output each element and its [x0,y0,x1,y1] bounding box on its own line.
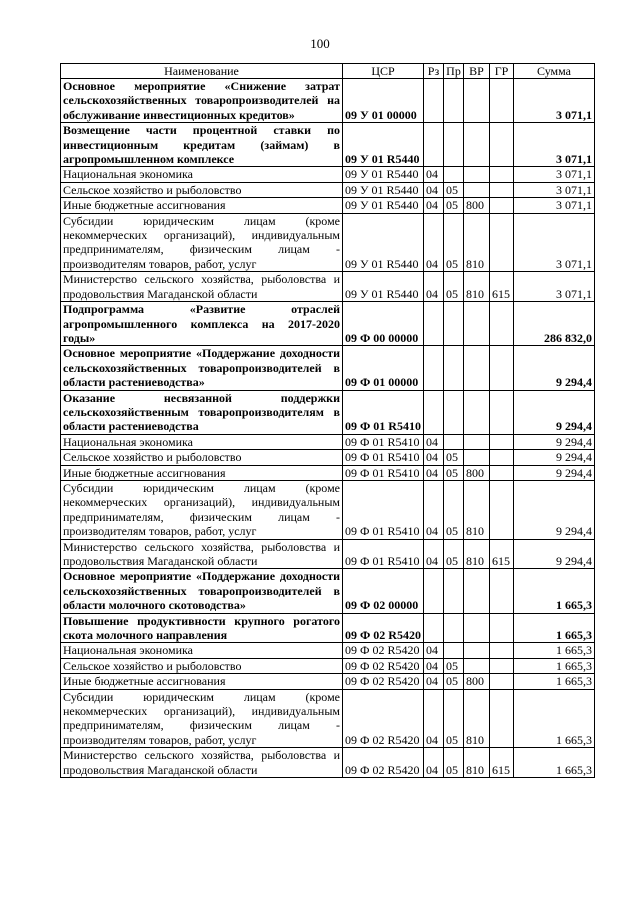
header-name: Наименование [61,64,343,79]
cell-csr: 09 У 01 R5440 [343,198,424,213]
table-row [61,272,595,302]
table-row [61,465,595,480]
budget-table [60,63,595,778]
cell-csr: 09 У 01 R5440 [343,272,424,302]
table-row [61,434,595,449]
cell-csr: 09 У 01 R5440 [343,182,424,197]
cell-csr: 09 Ф 01 R5410 [343,390,424,434]
cell-pr [444,346,464,390]
cell-sum: 9 294,4 [514,480,595,539]
table-row [61,569,595,613]
table-row [61,302,595,346]
cell-name: Национальная экономика [61,643,343,658]
cell-vr: 800 [464,465,490,480]
cell-vr [464,643,490,658]
cell-csr: 09 Ф 01 R5410 [343,450,424,465]
cell-gr: 615 [490,748,514,778]
cell-vr [464,167,490,182]
cell-csr: 09 У 01 R5440 [343,167,424,182]
cell-vr [464,390,490,434]
cell-sum: 3 071,1 [514,123,595,167]
header-rz: Рз [424,64,444,79]
cell-vr: 810 [464,480,490,539]
cell-gr [490,450,514,465]
cell-gr [490,643,514,658]
cell-rz [424,613,444,643]
cell-vr [464,182,490,197]
cell-name: Национальная экономика [61,167,343,182]
cell-csr: 09 Ф 01 R5410 [343,539,424,569]
cell-rz [424,302,444,346]
cell-pr [444,613,464,643]
cell-gr [490,123,514,167]
table-row [61,613,595,643]
cell-name: Субсидии юридическим лицам (кроме некоммерческих организаций), индивидуальным предпринимателям, физическим лицам - производителям товаров, работ, услуг [61,480,343,539]
header-sum: Сумма [514,64,595,79]
cell-vr [464,613,490,643]
cell-pr: 05 [444,182,464,197]
cell-sum: 1 665,3 [514,643,595,658]
cell-gr [490,79,514,123]
cell-rz: 04 [424,748,444,778]
cell-sum: 1 665,3 [514,658,595,673]
table-row [61,390,595,434]
table-row [61,539,595,569]
cell-name: Министерство сельского хозяйства, рыболовства и продовольствия Магаданской области [61,539,343,569]
cell-vr [464,346,490,390]
cell-sum: 3 071,1 [514,272,595,302]
cell-csr: 09 У 01 R5440 [343,123,424,167]
table-row [61,450,595,465]
cell-rz: 04 [424,182,444,197]
cell-vr: 810 [464,272,490,302]
cell-vr [464,450,490,465]
cell-gr [490,674,514,689]
cell-name: Подпрограмма «Развитие отраслей агропромышленного комплекса на 2017-2020 годы» [61,302,343,346]
cell-sum: 3 071,1 [514,213,595,272]
cell-gr [490,198,514,213]
cell-pr [444,123,464,167]
cell-rz [424,569,444,613]
cell-rz [424,79,444,123]
cell-gr [490,613,514,643]
cell-name: Сельское хозяйство и рыболовство [61,658,343,673]
cell-gr [490,182,514,197]
header-vr: ВР [464,64,490,79]
cell-rz: 04 [424,465,444,480]
cell-pr [444,569,464,613]
cell-rz: 04 [424,198,444,213]
cell-name: Сельское хозяйство и рыболовство [61,182,343,197]
cell-rz: 04 [424,480,444,539]
cell-pr: 05 [444,539,464,569]
cell-vr [464,434,490,449]
cell-sum: 3 071,1 [514,182,595,197]
cell-pr: 05 [444,213,464,272]
cell-rz: 04 [424,689,444,748]
cell-rz: 04 [424,539,444,569]
cell-vr: 800 [464,674,490,689]
table-row [61,167,595,182]
cell-name: Министерство сельского хозяйства, рыболовства и продовольствия Магаданской области [61,272,343,302]
cell-gr: 615 [490,539,514,569]
cell-name: Возмещение части процентной ставки по инвестиционным кредитам (займам) в агропромышленном комплексе [61,123,343,167]
cell-pr [444,643,464,658]
cell-pr: 05 [444,465,464,480]
table-row [61,182,595,197]
cell-pr: 05 [444,198,464,213]
cell-pr: 05 [444,450,464,465]
page-number: 100 [310,36,330,51]
cell-sum: 9 294,4 [514,346,595,390]
table-row [61,748,595,778]
cell-sum: 9 294,4 [514,539,595,569]
table-row [61,674,595,689]
cell-csr: 09 Ф 01 R5410 [343,465,424,480]
cell-gr: 615 [490,272,514,302]
table-row [61,213,595,272]
cell-gr [490,465,514,480]
header-csr: ЦСР [343,64,424,79]
cell-gr [490,689,514,748]
cell-sum: 9 294,4 [514,450,595,465]
cell-pr: 05 [444,674,464,689]
cell-gr [490,390,514,434]
cell-sum: 286 832,0 [514,302,595,346]
cell-name: Субсидии юридическим лицам (кроме некоммерческих организаций), индивидуальным предпринимателям, физическим лицам - производителям товаров, работ, услуг [61,689,343,748]
cell-rz: 04 [424,450,444,465]
cell-vr: 810 [464,213,490,272]
table-row [61,643,595,658]
cell-gr [490,302,514,346]
cell-vr [464,658,490,673]
cell-sum: 1 665,3 [514,689,595,748]
cell-sum: 9 294,4 [514,434,595,449]
cell-name: Оказание несвязанной поддержки сельскохозяйственным товаропроизводителям в области растениеводства [61,390,343,434]
cell-csr: 09 У 01 R5440 [343,213,424,272]
cell-vr: 800 [464,198,490,213]
table-row [61,198,595,213]
cell-sum: 1 665,3 [514,674,595,689]
cell-vr [464,123,490,167]
cell-rz: 04 [424,658,444,673]
cell-vr: 810 [464,689,490,748]
cell-sum: 3 071,1 [514,167,595,182]
cell-vr [464,569,490,613]
cell-pr: 05 [444,658,464,673]
cell-pr [444,390,464,434]
cell-rz [424,123,444,167]
cell-name: Министерство сельского хозяйства, рыболовства и продовольствия Магаданской области [61,748,343,778]
cell-name: Национальная экономика [61,434,343,449]
cell-pr [444,167,464,182]
cell-rz: 04 [424,643,444,658]
cell-csr: 09 Ф 02 R5420 [343,643,424,658]
cell-name: Иные бюджетные ассигнования [61,674,343,689]
cell-csr: 09 Ф 02 R5420 [343,658,424,673]
cell-name: Основное мероприятие «Поддержание доходности сельскохозяйственных товаропроизводителей в области растениеводства» [61,346,343,390]
cell-pr: 05 [444,480,464,539]
cell-name: Иные бюджетные ассигнования [61,198,343,213]
cell-gr [490,434,514,449]
cell-csr: 09 Ф 02 R5420 [343,748,424,778]
cell-pr: 05 [444,689,464,748]
cell-name: Повышение продуктивности крупного рогатого скота молочного направления [61,613,343,643]
table-row [61,123,595,167]
cell-pr [444,79,464,123]
cell-pr: 05 [444,272,464,302]
cell-rz: 04 [424,434,444,449]
cell-name: Сельское хозяйство и рыболовство [61,450,343,465]
cell-sum: 9 294,4 [514,465,595,480]
cell-vr: 810 [464,539,490,569]
cell-rz: 04 [424,674,444,689]
cell-csr: 09 У 01 00000 [343,79,424,123]
header-gr: ГР [490,64,514,79]
header-pr: Пр [444,64,464,79]
cell-csr: 09 Ф 01 R5410 [343,480,424,539]
cell-sum: 1 665,3 [514,748,595,778]
cell-name: Субсидии юридическим лицам (кроме некоммерческих организаций), индивидуальным предпринимателям, физическим лицам - производителям товаров, работ, услуг [61,213,343,272]
cell-csr: 09 Ф 02 R5420 [343,613,424,643]
cell-rz: 04 [424,213,444,272]
table-row [61,346,595,390]
table-header-row [61,64,595,79]
cell-pr [444,434,464,449]
table-row [61,480,595,539]
cell-name: Основное мероприятие «Снижение затрат сельскохозяйственных товаропроизводителей на обслуживание инвестиционных кредитов» [61,79,343,123]
cell-gr [490,480,514,539]
cell-gr [490,167,514,182]
cell-sum: 1 665,3 [514,569,595,613]
table-row [61,658,595,673]
cell-csr: 09 Ф 00 00000 [343,302,424,346]
cell-csr: 09 Ф 01 00000 [343,346,424,390]
cell-gr [490,658,514,673]
cell-rz: 04 [424,167,444,182]
cell-pr: 05 [444,748,464,778]
cell-sum: 1 665,3 [514,613,595,643]
cell-sum: 9 294,4 [514,390,595,434]
cell-csr: 09 Ф 02 R5420 [343,689,424,748]
cell-gr [490,346,514,390]
cell-vr [464,302,490,346]
cell-gr [490,213,514,272]
cell-csr: 09 Ф 02 R5420 [343,674,424,689]
cell-sum: 3 071,1 [514,198,595,213]
table-row [61,689,595,748]
cell-pr [444,302,464,346]
cell-rz [424,346,444,390]
cell-csr: 09 Ф 02 00000 [343,569,424,613]
cell-csr: 09 Ф 01 R5410 [343,434,424,449]
cell-rz: 04 [424,272,444,302]
cell-rz [424,390,444,434]
table-row [61,79,595,123]
cell-name: Основное мероприятие «Поддержание доходности сельскохозяйственных товаропроизводителей в области молочного скотоводства» [61,569,343,613]
cell-gr [490,569,514,613]
cell-sum: 3 071,1 [514,79,595,123]
cell-name: Иные бюджетные ассигнования [61,465,343,480]
cell-vr: 810 [464,748,490,778]
cell-vr [464,79,490,123]
